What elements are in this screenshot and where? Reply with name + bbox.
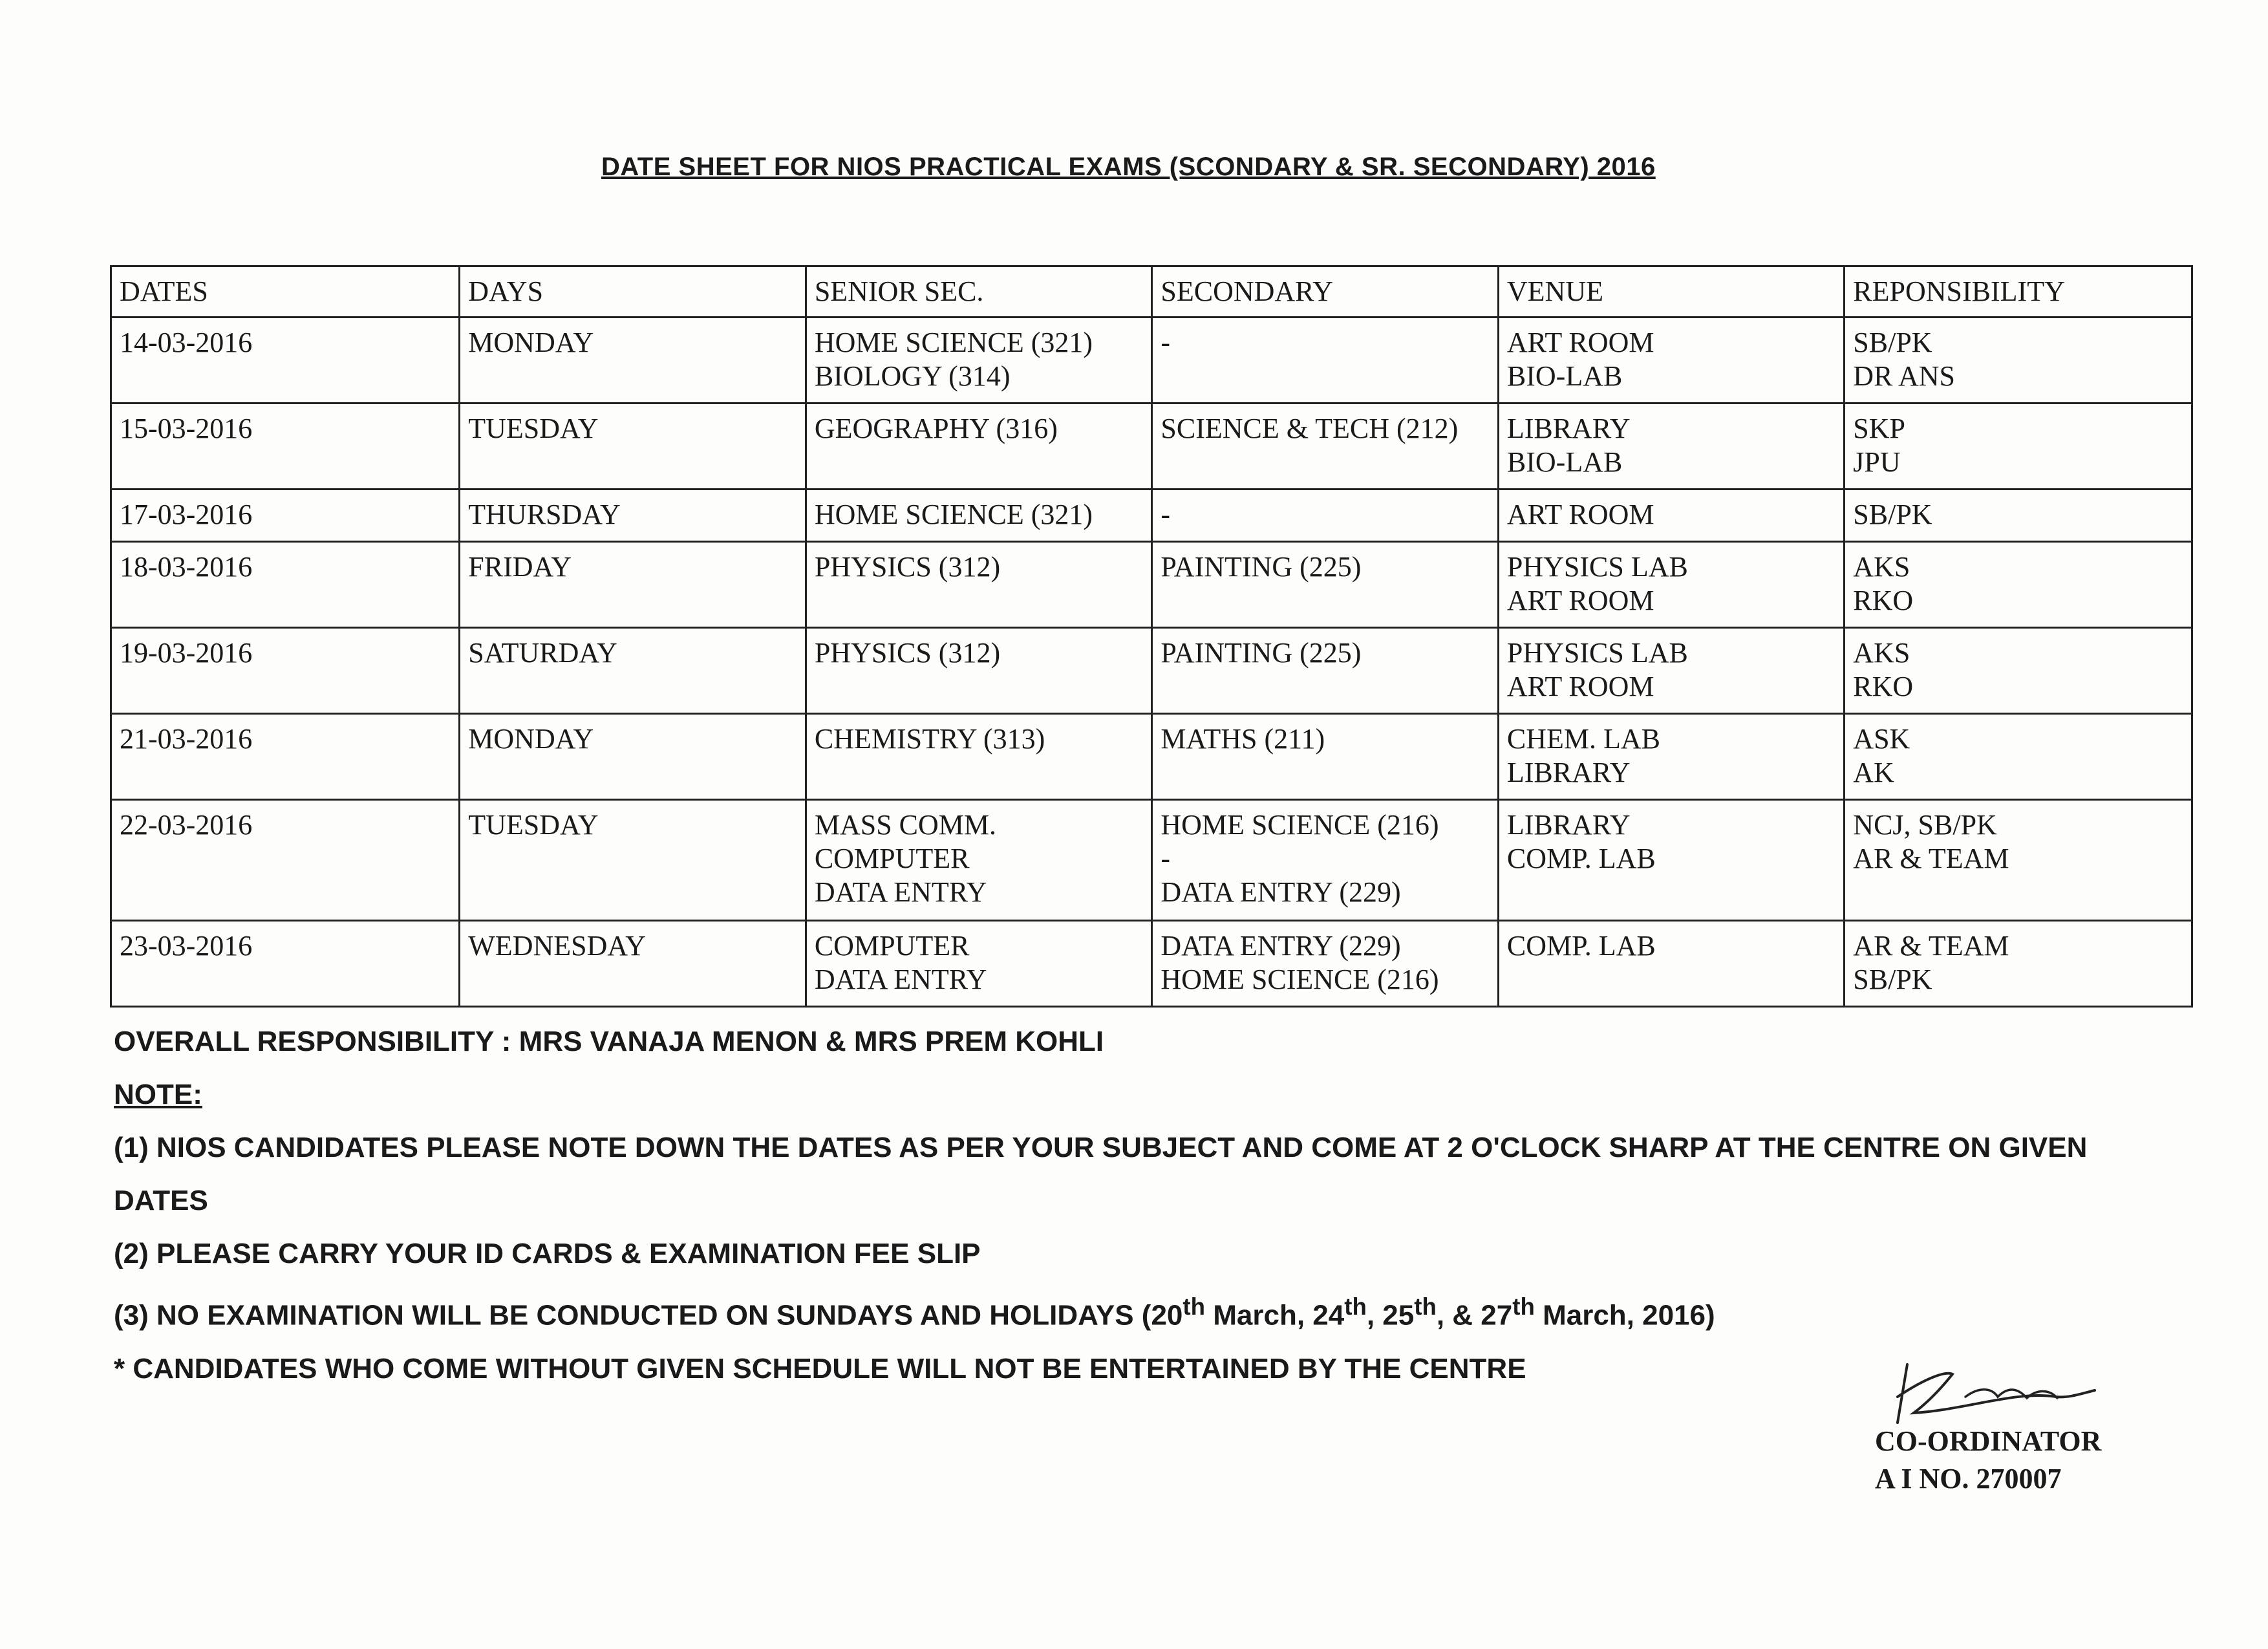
header-venue: VENUE — [1498, 266, 1844, 318]
senior-subject: MASS COMM. — [814, 809, 997, 841]
table-row — [111, 404, 2192, 490]
cell-date: 17-03-2016 — [111, 490, 460, 542]
cell-date: 15-03-2016 — [111, 404, 460, 490]
responsible-initials: AK — [1853, 757, 1894, 788]
responsible-initials: SB/PK — [1853, 327, 1932, 358]
table-row — [111, 714, 2192, 800]
cell-senior — [806, 490, 1152, 542]
venue-name: LIBRARY — [1506, 413, 1631, 444]
cell-responsibility — [1845, 921, 2192, 1007]
venue-name: PHYSICS LAB — [1506, 637, 1688, 669]
cell-senior — [806, 628, 1152, 714]
senior-subject: PHYSICS (312) — [814, 551, 1001, 583]
overall-responsibility: OVERALL RESPONSIBILITY : MRS VANAJA MENON & MRS PREM KOHLI — [114, 1026, 1104, 1057]
cell-secondary — [1152, 800, 1499, 921]
note-3-text: , 25 — [1366, 1299, 1415, 1331]
note-heading: NOTE: — [114, 1079, 202, 1110]
senior-subject: CHEMISTRY (313) — [814, 723, 1045, 755]
cell-secondary — [1152, 628, 1499, 714]
cell-day: TUESDAY — [460, 404, 806, 490]
responsible-initials: SB/PK — [1853, 964, 1932, 995]
venue-name: COMP. LAB — [1506, 930, 1656, 962]
ordinal-suffix: th — [1512, 1293, 1535, 1320]
venue-name: ART ROOM — [1506, 585, 1654, 616]
header-days: DAYS — [460, 266, 806, 318]
venue-name: ART ROOM — [1506, 499, 1654, 530]
cell-secondary — [1152, 404, 1499, 490]
ordinal-suffix: th — [1414, 1293, 1437, 1320]
cell-responsibility — [1845, 714, 2192, 800]
venue-name: LIBRARY — [1506, 757, 1631, 788]
responsible-initials: NCJ, SB/PK — [1853, 809, 1997, 841]
table-row — [111, 921, 2192, 1007]
responsible-initials: JPU — [1853, 446, 1901, 478]
note-2: (2) PLEASE CARRY YOUR ID CARDS & EXAMINATION FEE SLIP — [114, 1238, 981, 1269]
secondary-subject: DATA ENTRY (229) — [1161, 930, 1401, 962]
cell-senior — [806, 318, 1152, 404]
cell-senior — [806, 714, 1152, 800]
senior-subject: PHYSICS (312) — [814, 637, 1001, 669]
cell-date: 18-03-2016 — [111, 542, 460, 628]
venue-name: ART ROOM — [1506, 327, 1654, 358]
secondary-subject: - — [1161, 499, 1171, 530]
note-3-text: March, 2016) — [1534, 1299, 1715, 1331]
cell-responsibility — [1845, 318, 2192, 404]
cell-senior — [806, 542, 1152, 628]
table-row — [111, 542, 2192, 628]
senior-subject: HOME SCIENCE (321) — [814, 327, 1093, 358]
cell-responsibility — [1845, 800, 2192, 921]
secondary-subject: PAINTING (225) — [1161, 637, 1362, 669]
cell-secondary — [1152, 714, 1499, 800]
cell-venue — [1498, 318, 1844, 404]
table-row — [111, 490, 2192, 542]
responsible-initials: AKS — [1853, 637, 1910, 669]
secondary-subject: - — [1161, 843, 1171, 874]
cell-date: 22-03-2016 — [111, 800, 460, 921]
cell-day: WEDNESDAY — [460, 921, 806, 1007]
secondary-subject: PAINTING (225) — [1161, 551, 1362, 583]
cell-venue — [1498, 490, 1844, 542]
secondary-subject: - — [1161, 327, 1171, 358]
cell-senior — [806, 800, 1152, 921]
cell-day: FRIDAY — [460, 542, 806, 628]
responsible-initials: RKO — [1853, 671, 1914, 702]
header-dates: DATES — [111, 266, 460, 318]
venue-name: BIO-LAB — [1506, 446, 1623, 478]
responsible-initials: AR & TEAM — [1853, 843, 2009, 874]
cell-day: MONDAY — [460, 318, 806, 404]
note-3-text: March, 24 — [1205, 1299, 1345, 1331]
cell-responsibility — [1845, 542, 2192, 628]
cell-date: 14-03-2016 — [111, 318, 460, 404]
cell-secondary — [1152, 921, 1499, 1007]
cell-date: 21-03-2016 — [111, 714, 460, 800]
cell-date: 23-03-2016 — [111, 921, 460, 1007]
responsible-initials: ASK — [1853, 723, 1910, 755]
table-header-row — [111, 266, 2192, 318]
cell-responsibility — [1845, 404, 2192, 490]
cell-day: SATURDAY — [460, 628, 806, 714]
note-3-text: , & 27 — [1436, 1299, 1513, 1331]
responsible-initials: DR ANS — [1853, 360, 1956, 392]
cell-secondary — [1152, 490, 1499, 542]
venue-name: ART ROOM — [1506, 671, 1654, 702]
senior-subject: COMPUTER — [814, 843, 970, 874]
senior-subject: COMPUTER — [814, 930, 970, 962]
date-sheet-table — [110, 265, 2193, 1008]
table-row — [111, 628, 2192, 714]
senior-subject: BIOLOGY (314) — [814, 360, 1011, 392]
senior-subject: DATA ENTRY — [814, 876, 987, 908]
responsible-initials: AR & TEAM — [1853, 930, 2009, 962]
secondary-subject: MATHS (211) — [1161, 723, 1325, 755]
signatory-id: A I NO. 270007 — [1875, 1463, 2062, 1494]
signature-block — [1875, 1345, 2101, 1498]
venue-name: LIBRARY — [1506, 809, 1631, 841]
cell-day: TUESDAY — [460, 800, 806, 921]
secondary-subject: DATA ENTRY (229) — [1161, 876, 1401, 908]
cell-secondary — [1152, 318, 1499, 404]
cell-venue — [1498, 921, 1844, 1007]
cell-senior — [806, 404, 1152, 490]
responsible-initials: SB/PK — [1853, 499, 1932, 530]
cell-day: THURSDAY — [460, 490, 806, 542]
cell-responsibility — [1845, 628, 2192, 714]
secondary-subject: HOME SCIENCE (216) — [1161, 964, 1439, 995]
header-senior-sec: SENIOR SEC. — [806, 266, 1152, 318]
table-row — [111, 800, 2192, 921]
cell-venue — [1498, 404, 1844, 490]
secondary-subject: HOME SCIENCE (216) — [1161, 809, 1439, 841]
senior-subject: DATA ENTRY — [814, 964, 987, 995]
responsible-initials: RKO — [1853, 585, 1914, 616]
cell-day: MONDAY — [460, 714, 806, 800]
cell-venue — [1498, 800, 1844, 921]
ordinal-suffix: th — [1344, 1293, 1367, 1320]
notes-section — [114, 1015, 2202, 1396]
responsible-initials: SKP — [1853, 413, 1906, 444]
venue-name: COMP. LAB — [1506, 843, 1656, 874]
cell-venue — [1498, 628, 1844, 714]
note-1: (1) NIOS CANDIDATES PLEASE NOTE DOWN THE DATES AS PER YOUR SUBJECT AND COME AT 2 O'CLOCK SHARP AT THE CENTRE ON GIVEN — [114, 1132, 2088, 1163]
note-3-text: (3) NO EXAMINATION WILL BE CONDUCTED ON SUNDAYS AND HOLIDAYS (20 — [114, 1299, 1183, 1331]
ordinal-suffix: th — [1182, 1293, 1206, 1320]
signatory-role: CO-ORDINATOR — [1875, 1425, 2102, 1457]
cell-date: 19-03-2016 — [111, 628, 460, 714]
note-3 — [114, 1280, 2202, 1342]
venue-name: CHEM. LAB — [1506, 723, 1661, 755]
cell-secondary — [1152, 542, 1499, 628]
header-secondary: SECONDARY — [1152, 266, 1499, 318]
page-title: DATE SHEET FOR NIOS PRACTICAL EXAMS (SCONDARY & SR. SECONDARY) 2016 — [601, 153, 1656, 181]
cell-senior — [806, 921, 1152, 1007]
note-star: * CANDIDATES WHO COME WITHOUT GIVEN SCHEDULE WILL NOT BE ENTERTAINED BY THE CENTRE — [114, 1352, 1526, 1385]
senior-subject: HOME SCIENCE (321) — [814, 499, 1093, 530]
venue-name: PHYSICS LAB — [1506, 551, 1688, 583]
venue-name: BIO-LAB — [1506, 360, 1623, 392]
senior-subject: GEOGRAPHY (316) — [814, 413, 1058, 444]
secondary-subject: SCIENCE & TECH (212) — [1161, 413, 1459, 444]
cell-responsibility — [1845, 490, 2192, 542]
cell-venue — [1498, 714, 1844, 800]
responsible-initials: AKS — [1853, 551, 1910, 583]
cell-venue — [1498, 542, 1844, 628]
note-1-continued: DATES — [114, 1185, 208, 1216]
header-responsibility: REPONSIBILITY — [1845, 266, 2192, 318]
table-row — [111, 318, 2192, 404]
